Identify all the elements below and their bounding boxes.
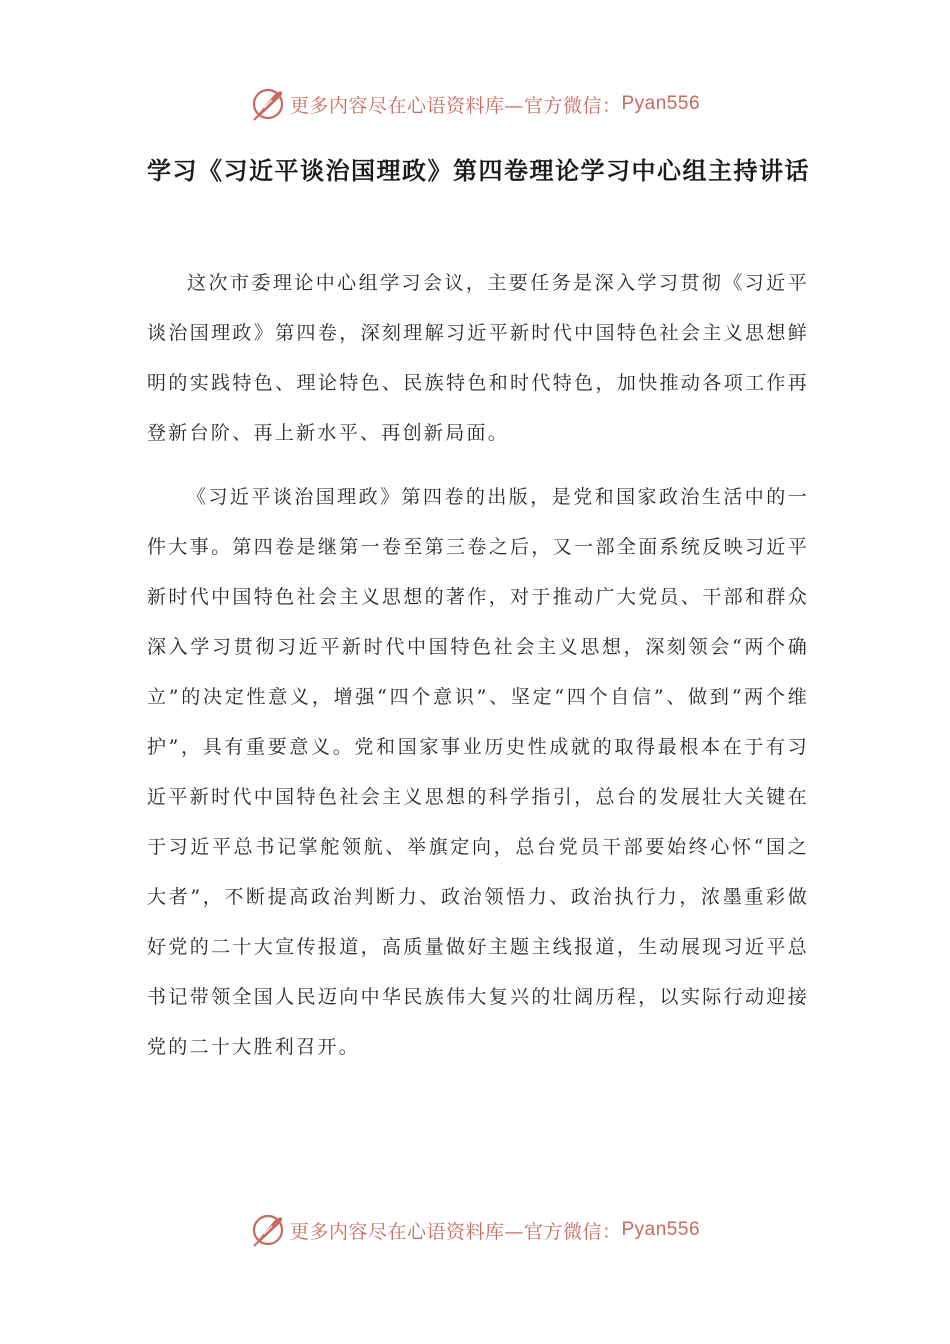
quill-pen-logo-icon xyxy=(250,1212,286,1248)
paragraph-2: 《习近平谈治国理政》第四卷的出版，是党和国家政治生活中的一件大事。第四卷是继第一卷至第三卷之后，又一部全面系统反映习近平新时代中国特色社会主义思想的著作，对于推动广大党员、干部和群众深入学习贯彻习近平新时代中国特色社会主义思想，深刻领会“两个确立”的决定性意义，增强“四个意识”、坚定“四个自信”、做到“两个维护”，具有重要意义。党和国家事业历史性成就的取得最根本在于有习近平新时代中国特色社会主义思想的科学指引，总台的发展壮大关键在于习近平总书记掌舵领航、举旗定向，总台党员干部要始终心怀“国之大者”，不断提高政治判断力、政治领悟力、政治执行力，浓墨重彩做好党的二十大宣传报道，高质量做好主题主线报道，生动展现习近平总书记带领全国人民迈向中华民族伟大复兴的壮阔历程，以实际行动迎接党的二十大胜利召开。 xyxy=(147,486,809,1058)
watermark-text: 更多内容尽在心语资料库—官方微信： xyxy=(289,1220,622,1243)
watermark-wechat-id: Pyan556 xyxy=(621,93,701,114)
document-title: 学习《习近平谈治国理政》第四卷理论学习中心组主持讲话 xyxy=(147,157,810,185)
header-watermark xyxy=(0,82,950,126)
footer-watermark xyxy=(0,1208,950,1252)
watermark-text: 更多内容尽在心语资料库—官方微信： xyxy=(289,94,622,117)
quill-pen-logo-icon xyxy=(250,86,286,122)
watermark-wechat-id: Pyan556 xyxy=(621,1219,701,1240)
paragraph-1: 这次市委理论中心组学习会议，主要任务是深入学习贯彻《习近平谈治国理政》第四卷，深刻理解习近平新时代中国特色社会主义思想鲜明的实践特色、理论特色、民族特色和时代特色，加快推动各项工作再登新台阶、再上新水平、再创新局面。 xyxy=(147,272,809,444)
